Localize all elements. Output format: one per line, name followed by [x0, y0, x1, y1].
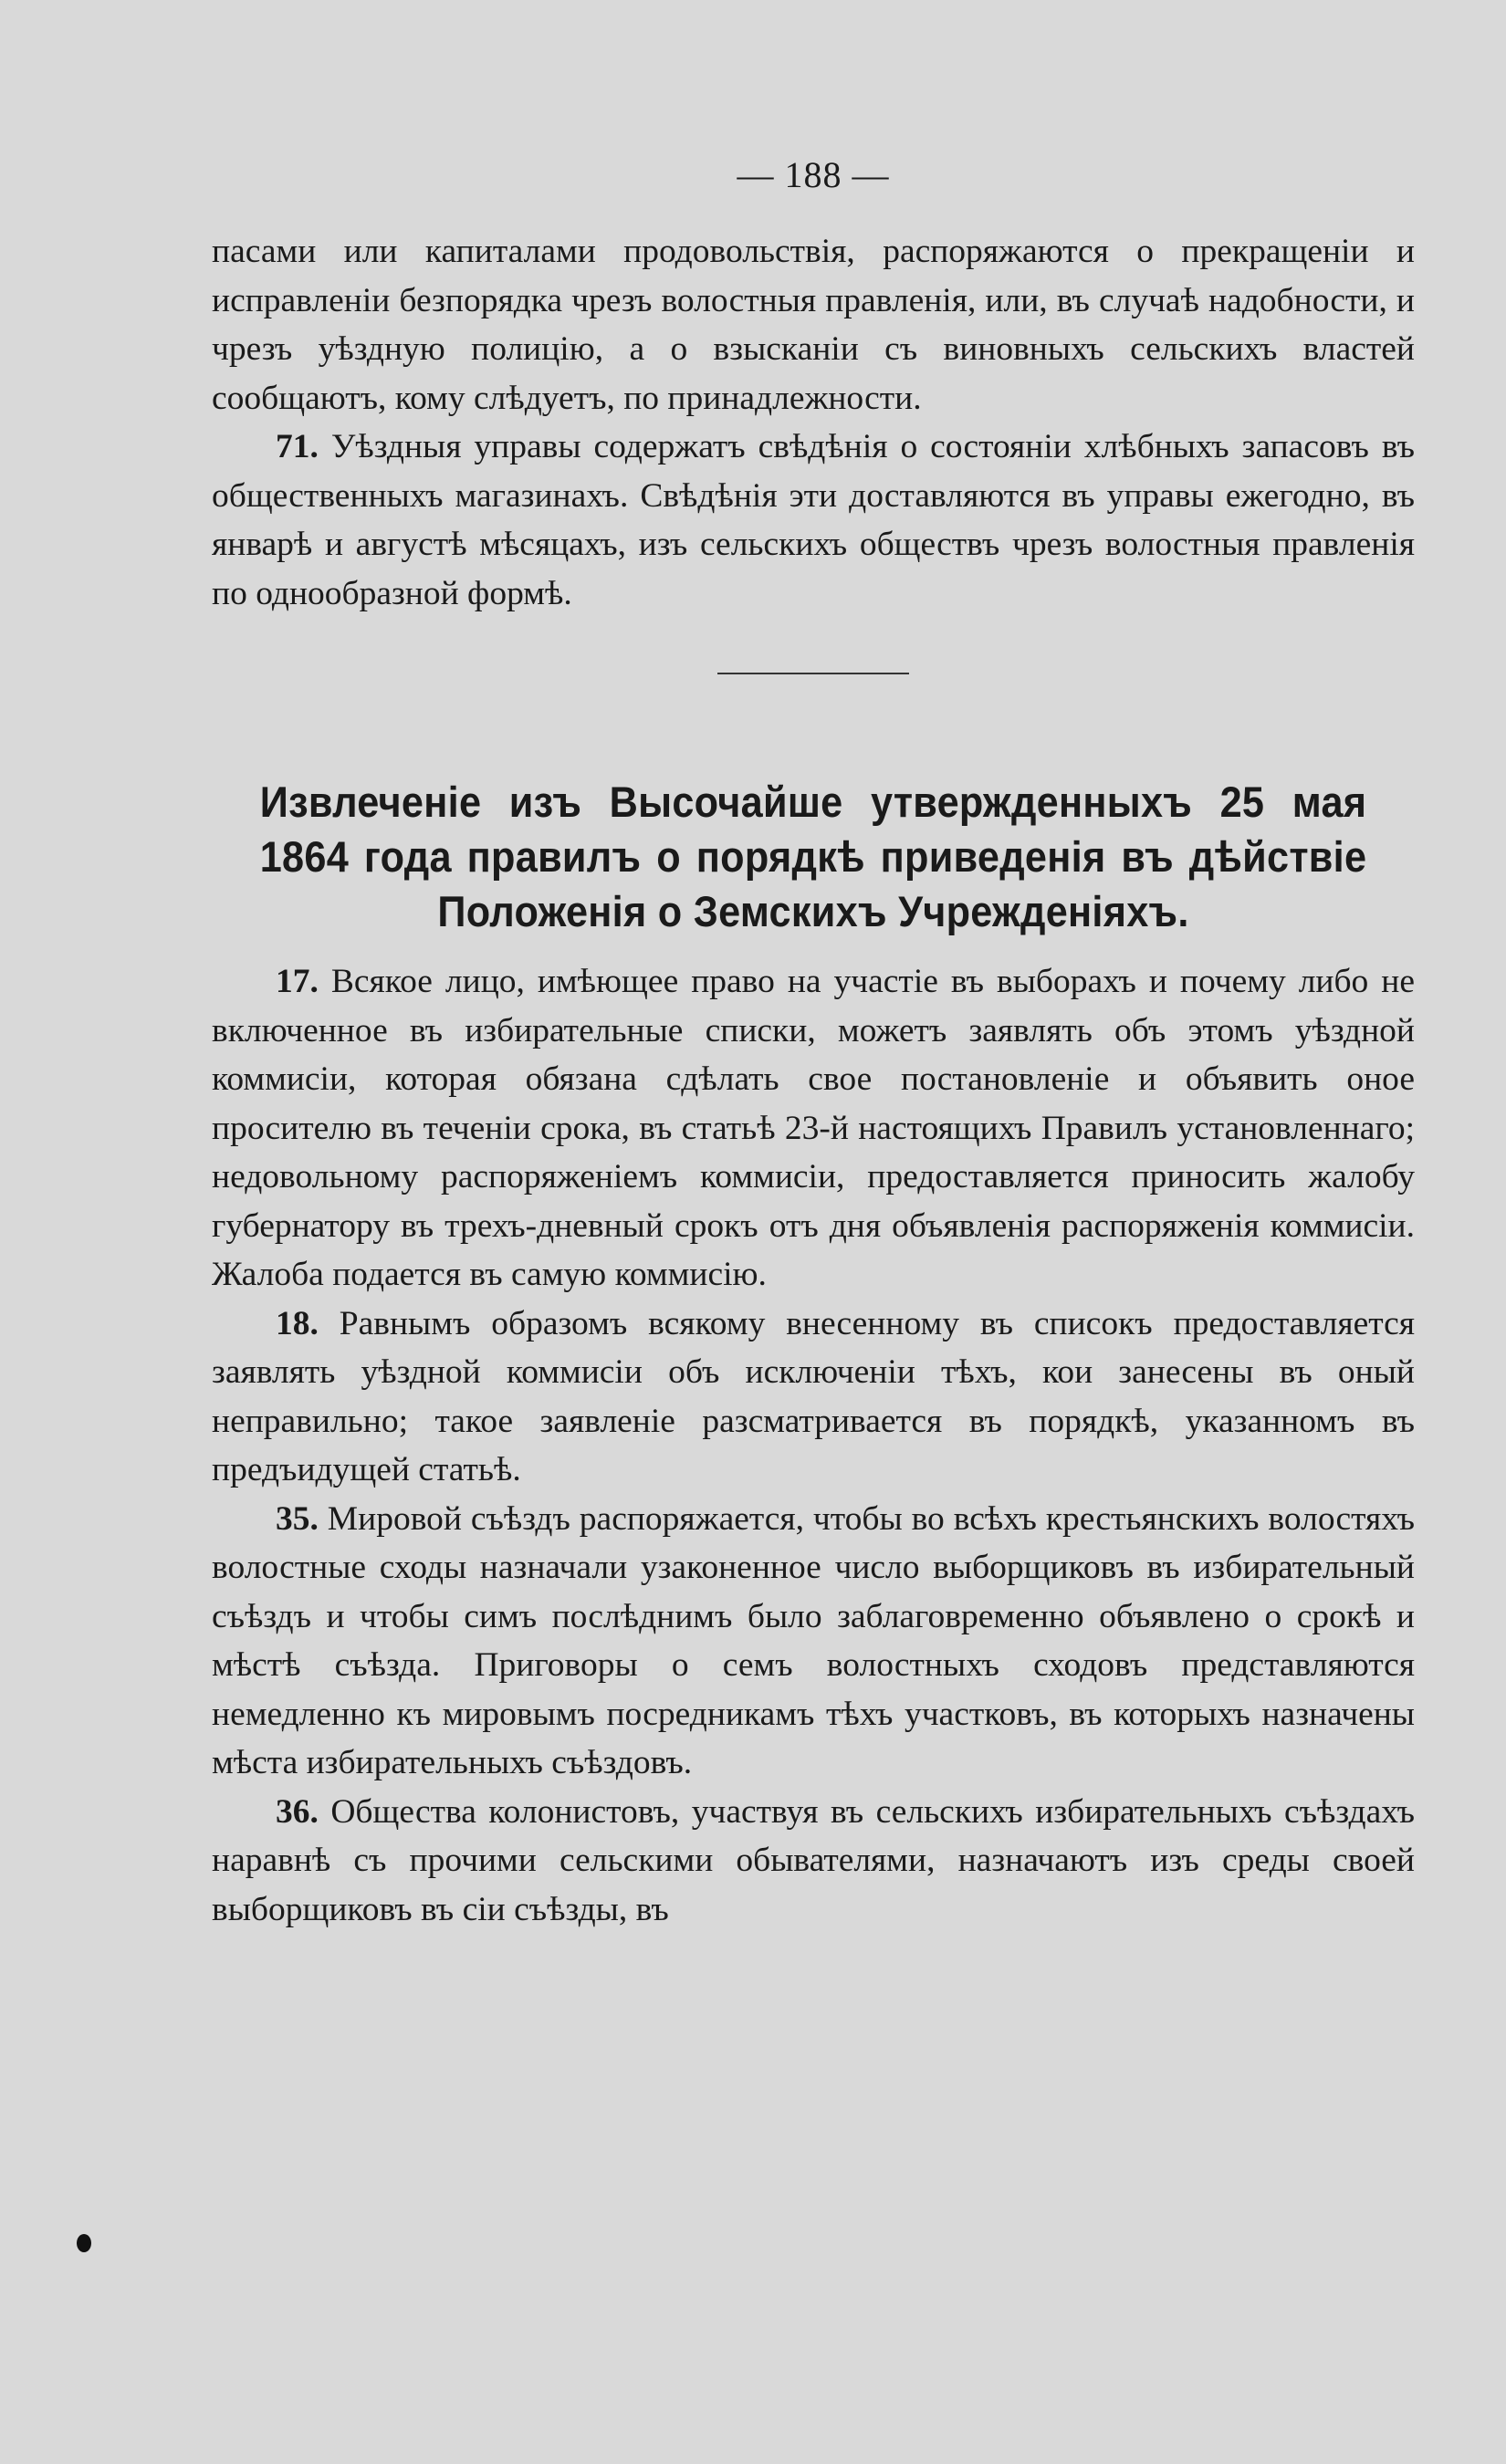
article-text: Общества колонистовъ, участвуя въ сельскихъ избирательныхъ съѣздахъ наравнѣ съ прочими сельскими обывателями, назначаютъ изъ среды своей выборщиковъ въ сіи съѣзды, въ [212, 1792, 1415, 1928]
article-number: 36. [276, 1792, 319, 1831]
section-heading: Извлеченіе изъ Высочайше утвержденныхъ 25 мая 1864 года правилъ о порядкѣ приведенія въ дѣйствіе Положенія о Земскихъ Учрежденіяхъ. [259, 778, 1367, 935]
article-text: Всякое лицо, имѣющее право на участіе въ выборахъ и почему либо не включенное въ избирательные списки, можетъ заявлять объ этомъ уѣздной коммисіи, которая обязана сдѣлать свое постановленіе и объявить оное просителю въ теченіи срока, въ статьѣ 23-й настоящихъ Правилъ установленнаго; недовольному распоряженіемъ коммисіи, предоставляется приносить жалобу губернатору въ трехъ-дневный срокъ отъ дня объявленія распоряженія коммисіи. Жалоба подается въ самую коммисію. [212, 963, 1415, 1293]
section-divider [717, 673, 909, 674]
ink-speck [77, 2234, 91, 2252]
page-number: — 188 — [737, 154, 890, 195]
article-text: Мировой съѣздъ распоряжается, чтобы во всѣхъ крестьянскихъ волостяхъ волостные сходы назначали узаконенное число выборщиковъ въ избирательный съѣздъ и чтобы симъ послѣднимъ было заблаговременно объявлено о срокѣ и мѣстѣ съѣзда. Приговоры о семъ волостныхъ сходовъ представляются немедленно къ мировымъ посредникамъ тѣхъ участковъ, въ которыхъ назначены мѣста избирательныхъ съѣздовъ. [212, 1499, 1415, 1781]
article-number: 71. [276, 428, 319, 465]
article-17 [212, 957, 1415, 1300]
article-text: Уѣздныя управы содержатъ свѣдѣнія о состояніи хлѣбныхъ запасовъ въ общественныхъ магазинахъ. Свѣдѣнія эти доставляются въ управы ежегодно, въ январѣ и августѣ мѣсяцахъ, изъ сельскихъ обществъ чрезъ волостныя правленія по однообразной формѣ. [212, 428, 1415, 612]
article-number: 17. [276, 963, 319, 1000]
article-number: 35. [276, 1499, 319, 1538]
article-18 [212, 1300, 1415, 1495]
article-36 [212, 1788, 1415, 1935]
article-text: Равнымъ образомъ всякому внесенному въ списокъ предоставляется заявлять уѣздной коммисіи объ исключеніи тѣхъ, кои занесены въ оный неправильно; такое заявленіе разсматривается въ порядкѣ, указанномъ въ предъидущей статьѣ. [212, 1304, 1415, 1488]
article-71 [212, 423, 1415, 618]
article-35 [212, 1495, 1415, 1788]
article-number: 18. [276, 1304, 319, 1342]
page-content [212, 153, 1415, 1934]
continuation-paragraph: пасами или капиталами продовольствія, распоряжаются о прекращеніи и исправленіи безпорядка чрезъ волостныя правленія, или, въ случаѣ надобности, и чрезъ уѣздную полицію, а о взысканіи съ виновныхъ сельскихъ властей сообщаютъ, кому слѣдуетъ, по принадлежности. [212, 233, 1415, 417]
